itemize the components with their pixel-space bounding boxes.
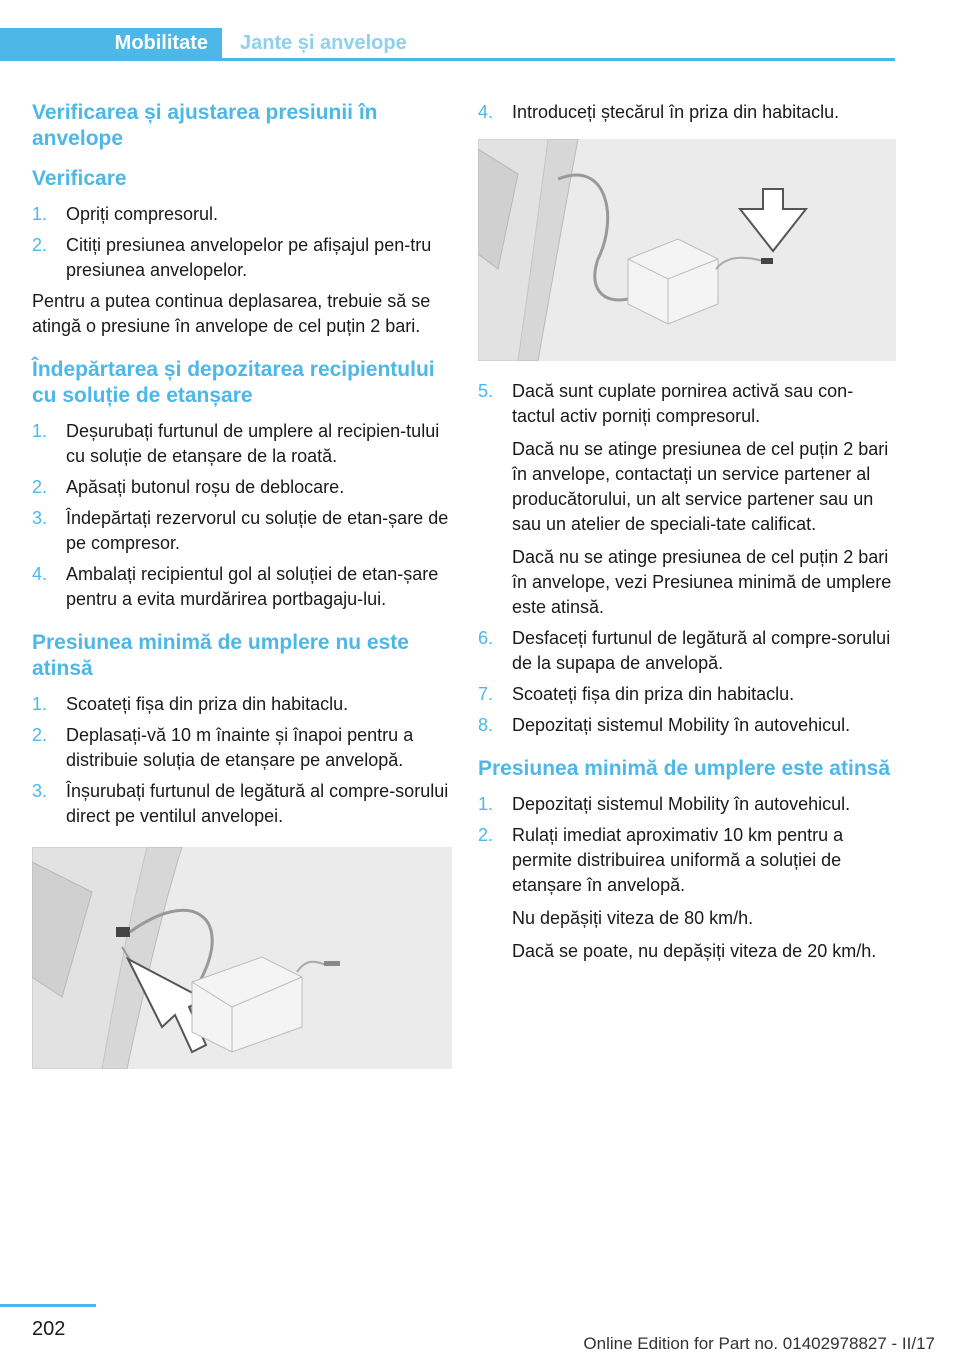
step-text: Depozitați sistemul Mobility în autovehicul.	[512, 715, 851, 735]
step-note: Nu depășiți viteza de 80 km/h.	[512, 908, 754, 928]
list-item	[32, 692, 452, 717]
step-text: Scoateți fișa din priza din habitaclu.	[512, 684, 795, 704]
step-number: 2.	[32, 725, 48, 745]
list-item	[32, 202, 452, 227]
reached-steps	[478, 792, 896, 964]
step-number: 1.	[32, 421, 48, 441]
step-number: 6.	[478, 628, 494, 648]
right-steps-a	[478, 100, 896, 125]
step-text: Apăsați butonul roșu de deblocare.	[66, 477, 345, 497]
footer-rule	[0, 1304, 96, 1307]
list-item	[32, 419, 452, 469]
header-tab-jante: Jante și anvelope	[240, 31, 407, 54]
step-text: Dacă sunt cuplate pornirea activă sau con-tactul activ porniți compresorul.	[512, 381, 854, 426]
step-note: Dacă nu se atinge presiunea de cel puțin 2 bari în anvelope, contactați un service partener al producătorului, un alt service partener sau un sau un atelier de speciali-tate calificat.	[512, 439, 889, 534]
header-tab-mobilitate: Mobilitate	[0, 28, 222, 58]
section-title: Verificarea și ajustarea presiunii în anvelope	[32, 101, 378, 150]
step-number: 2.	[32, 477, 48, 497]
step-number: 1.	[478, 794, 494, 814]
not-reached-steps	[32, 692, 452, 829]
step-number: 7.	[478, 684, 494, 704]
step-number: 4.	[32, 564, 48, 584]
step-text: Scoateți fișa din priza din habitaclu.	[66, 694, 349, 714]
list-item	[32, 779, 452, 829]
list-item	[478, 682, 896, 707]
step-text: Citiți presiunea anvelopelor pe afișajul pen-tru presiunea anvelopelor.	[66, 235, 432, 280]
illustration-compressor-valve-image	[32, 847, 448, 1069]
list-item	[32, 723, 452, 773]
step-number: 2.	[32, 235, 48, 255]
step-number: 1.	[32, 694, 48, 714]
step-text: Îndepărtați rezervorul cu soluție de etan-șare de pe compresor.	[66, 508, 449, 553]
step-number: 5.	[478, 381, 494, 401]
list-item	[478, 713, 896, 738]
illustration-plug-socket-image	[478, 139, 896, 361]
step-note: Dacă se poate, nu depășiți viteza de 20 km/h.	[512, 941, 877, 961]
list-item	[478, 823, 896, 964]
step-text: Depozitați sistemul Mobility în autovehicul.	[512, 794, 851, 814]
step-text: Deplasați-vă 10 m înainte și înapoi pentru a distribuie soluția de etanșare pe anvelopă.	[66, 725, 414, 770]
step-text: Deșurubați furtunul de umplere al recipien-tului cu soluție de etanșare de la roată.	[66, 421, 440, 466]
header-rule	[0, 58, 895, 61]
page-header	[0, 28, 895, 62]
step-text: Introduceți ștecărul în priza din habitaclu.	[512, 102, 840, 122]
list-item	[32, 233, 452, 283]
check-note: Pentru a putea continua deplasarea, trebuie să se atingă o presiune în anvelope de cel puțin 2 bari.	[32, 291, 431, 336]
step-note: Dacă nu se atinge presiunea de cel puțin 2 bari în anvelope, vezi Presiunea minimă de umplere este atinsă.	[512, 547, 892, 617]
step-text: Ambalați recipientul gol al soluției de etan-șare pentru a evita murdărirea portbagaju-lui.	[66, 564, 439, 609]
figure-compressor-valve	[32, 847, 452, 1069]
heading-removal: Îndepărtarea și depozitarea recipientului cu soluție de etanșare	[32, 358, 435, 407]
removal-steps	[32, 419, 452, 612]
step-text: Rulați imediat aproximativ 10 km pentru a permite distribuirea uniformă a soluției de etanșare în anvelopă.	[512, 825, 844, 895]
page-number: 202	[32, 1318, 66, 1340]
step-number: 3.	[32, 508, 48, 528]
footer-edition: Online Edition for Part no. 01402978827 - II/17	[583, 1334, 935, 1353]
step-number: 3.	[32, 781, 48, 801]
list-item	[32, 475, 452, 500]
step-number: 1.	[32, 204, 48, 224]
heading-not-reached: Presiunea minimă de umplere nu este atinsă	[32, 631, 409, 680]
step-text: Desfaceți furtunul de legătură al compre-sorului de la supapa de anvelopă.	[512, 628, 891, 673]
right-column	[478, 100, 896, 970]
list-item	[32, 506, 452, 556]
left-column	[32, 100, 452, 1069]
list-item	[478, 379, 896, 620]
list-item	[478, 792, 896, 817]
step-number: 8.	[478, 715, 494, 735]
heading-verificare: Verificare	[32, 167, 127, 190]
right-steps-b	[478, 379, 896, 738]
check-steps	[32, 202, 452, 283]
step-text: Opriți compresorul.	[66, 204, 219, 224]
list-item	[478, 100, 896, 125]
list-item	[478, 626, 896, 676]
figure-plug-socket	[478, 139, 896, 361]
list-item	[32, 562, 452, 612]
heading-reached: Presiunea minimă de umplere este atinsă	[478, 757, 891, 780]
step-text: Înșurubați furtunul de legătură al compre-sorului direct pe ventilul anvelopei.	[66, 781, 449, 826]
step-number: 2.	[478, 825, 494, 845]
step-number: 4.	[478, 102, 494, 122]
